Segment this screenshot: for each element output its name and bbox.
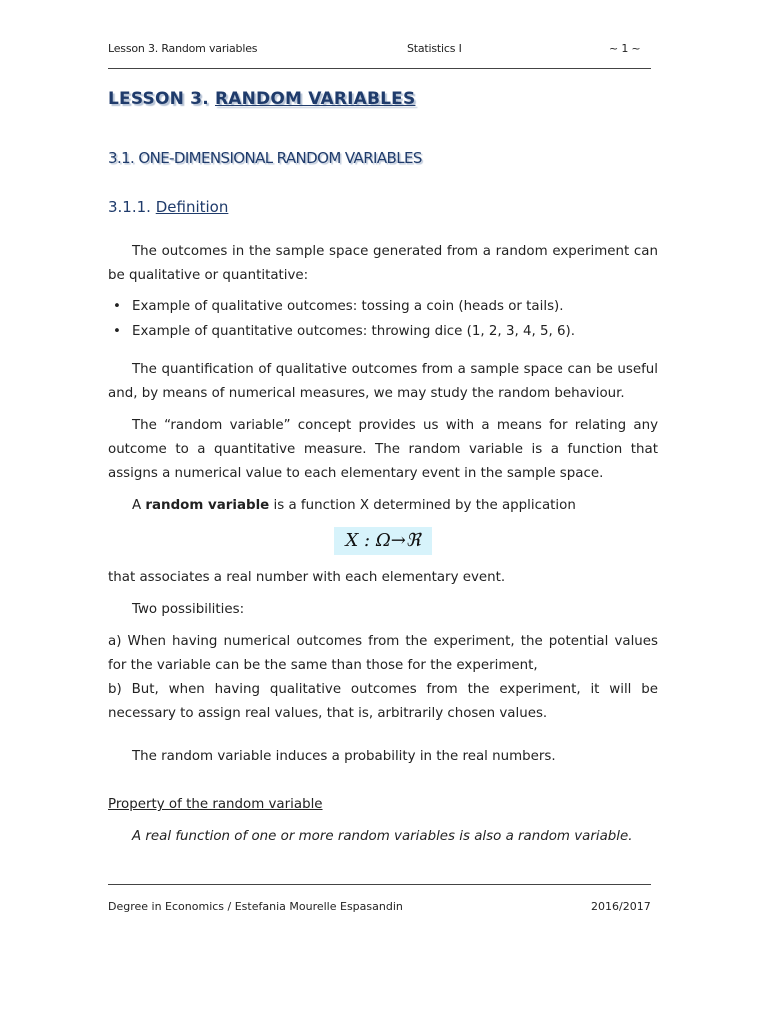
property-heading: Property of the random variable: [108, 797, 323, 812]
formula-mapping: X : Ω→ℜ: [334, 527, 432, 555]
footer-author: Degree in Economics / Estefania Mourelle Espasandin: [108, 900, 403, 913]
lesson-title-main: RANDOM VARIABLES: [214, 89, 416, 109]
section-heading: 3.1. ONE-DIMENSIONAL RANDOM VARIABLES: [108, 149, 422, 167]
paragraph-outcomes: The outcomes in the sample space generated from a random experiment can be qualitative or quantitative:: [108, 244, 658, 283]
bullet-dot: •: [113, 299, 121, 314]
paragraph-definition: A random variable is a function X determined by the application: [132, 498, 576, 513]
list-item-b: b) But, when having qualitative outcomes from the experiment, it will be necessary to assign real values, that is, arbitrarily chosen values.: [108, 682, 658, 721]
paragraph-quantification: The quantification of qualitative outcomes from a sample space can be useful and, by means of numerical measures, we may study the random behaviour.: [108, 362, 658, 401]
subsection-number: 3.1.1.: [108, 198, 151, 216]
bullet-dot: •: [113, 324, 121, 339]
lesson-title-prefix: LESSON 3.: [108, 89, 209, 109]
list-item-a: a) When having numerical outcomes from the experiment, the potential values for the variable can be the same than those for the experiment,: [108, 634, 658, 673]
bullet-text: Example of quantitative outcomes: throwing dice (1, 2, 3, 4, 5, 6).: [132, 324, 576, 339]
subsection-title: Definition: [155, 198, 229, 216]
footer-year: 2016/2017: [591, 900, 651, 913]
header-course: Statistics I: [407, 42, 462, 55]
header-page-number: ~ 1 ~: [609, 42, 641, 55]
paragraph-induces: The random variable induces a probability in the real numbers.: [132, 749, 556, 764]
subsection-heading: [108, 198, 228, 216]
paragraph-possibilities: Two possibilities:: [132, 602, 245, 617]
footer-rule: [108, 884, 651, 885]
term-random-variable: random variable: [145, 498, 270, 513]
header-rule: [108, 68, 651, 69]
bullet-text: Example of qualitative outcomes: tossing a coin (heads or tails).: [132, 299, 564, 314]
lesson-title: [108, 89, 415, 109]
property-statement: A real function of one or more random variables is also a random variable.: [132, 829, 633, 844]
paragraph-concept: The “random variable” concept provides us with a means for relating any outcome to a quantitative measure. The random variable is a function that assigns a numerical value to each elementary event in the sample space.: [108, 418, 658, 481]
header-lesson: Lesson 3. Random variables: [108, 42, 258, 55]
paragraph-associates: that associates a real number with each elementary event.: [108, 570, 506, 585]
